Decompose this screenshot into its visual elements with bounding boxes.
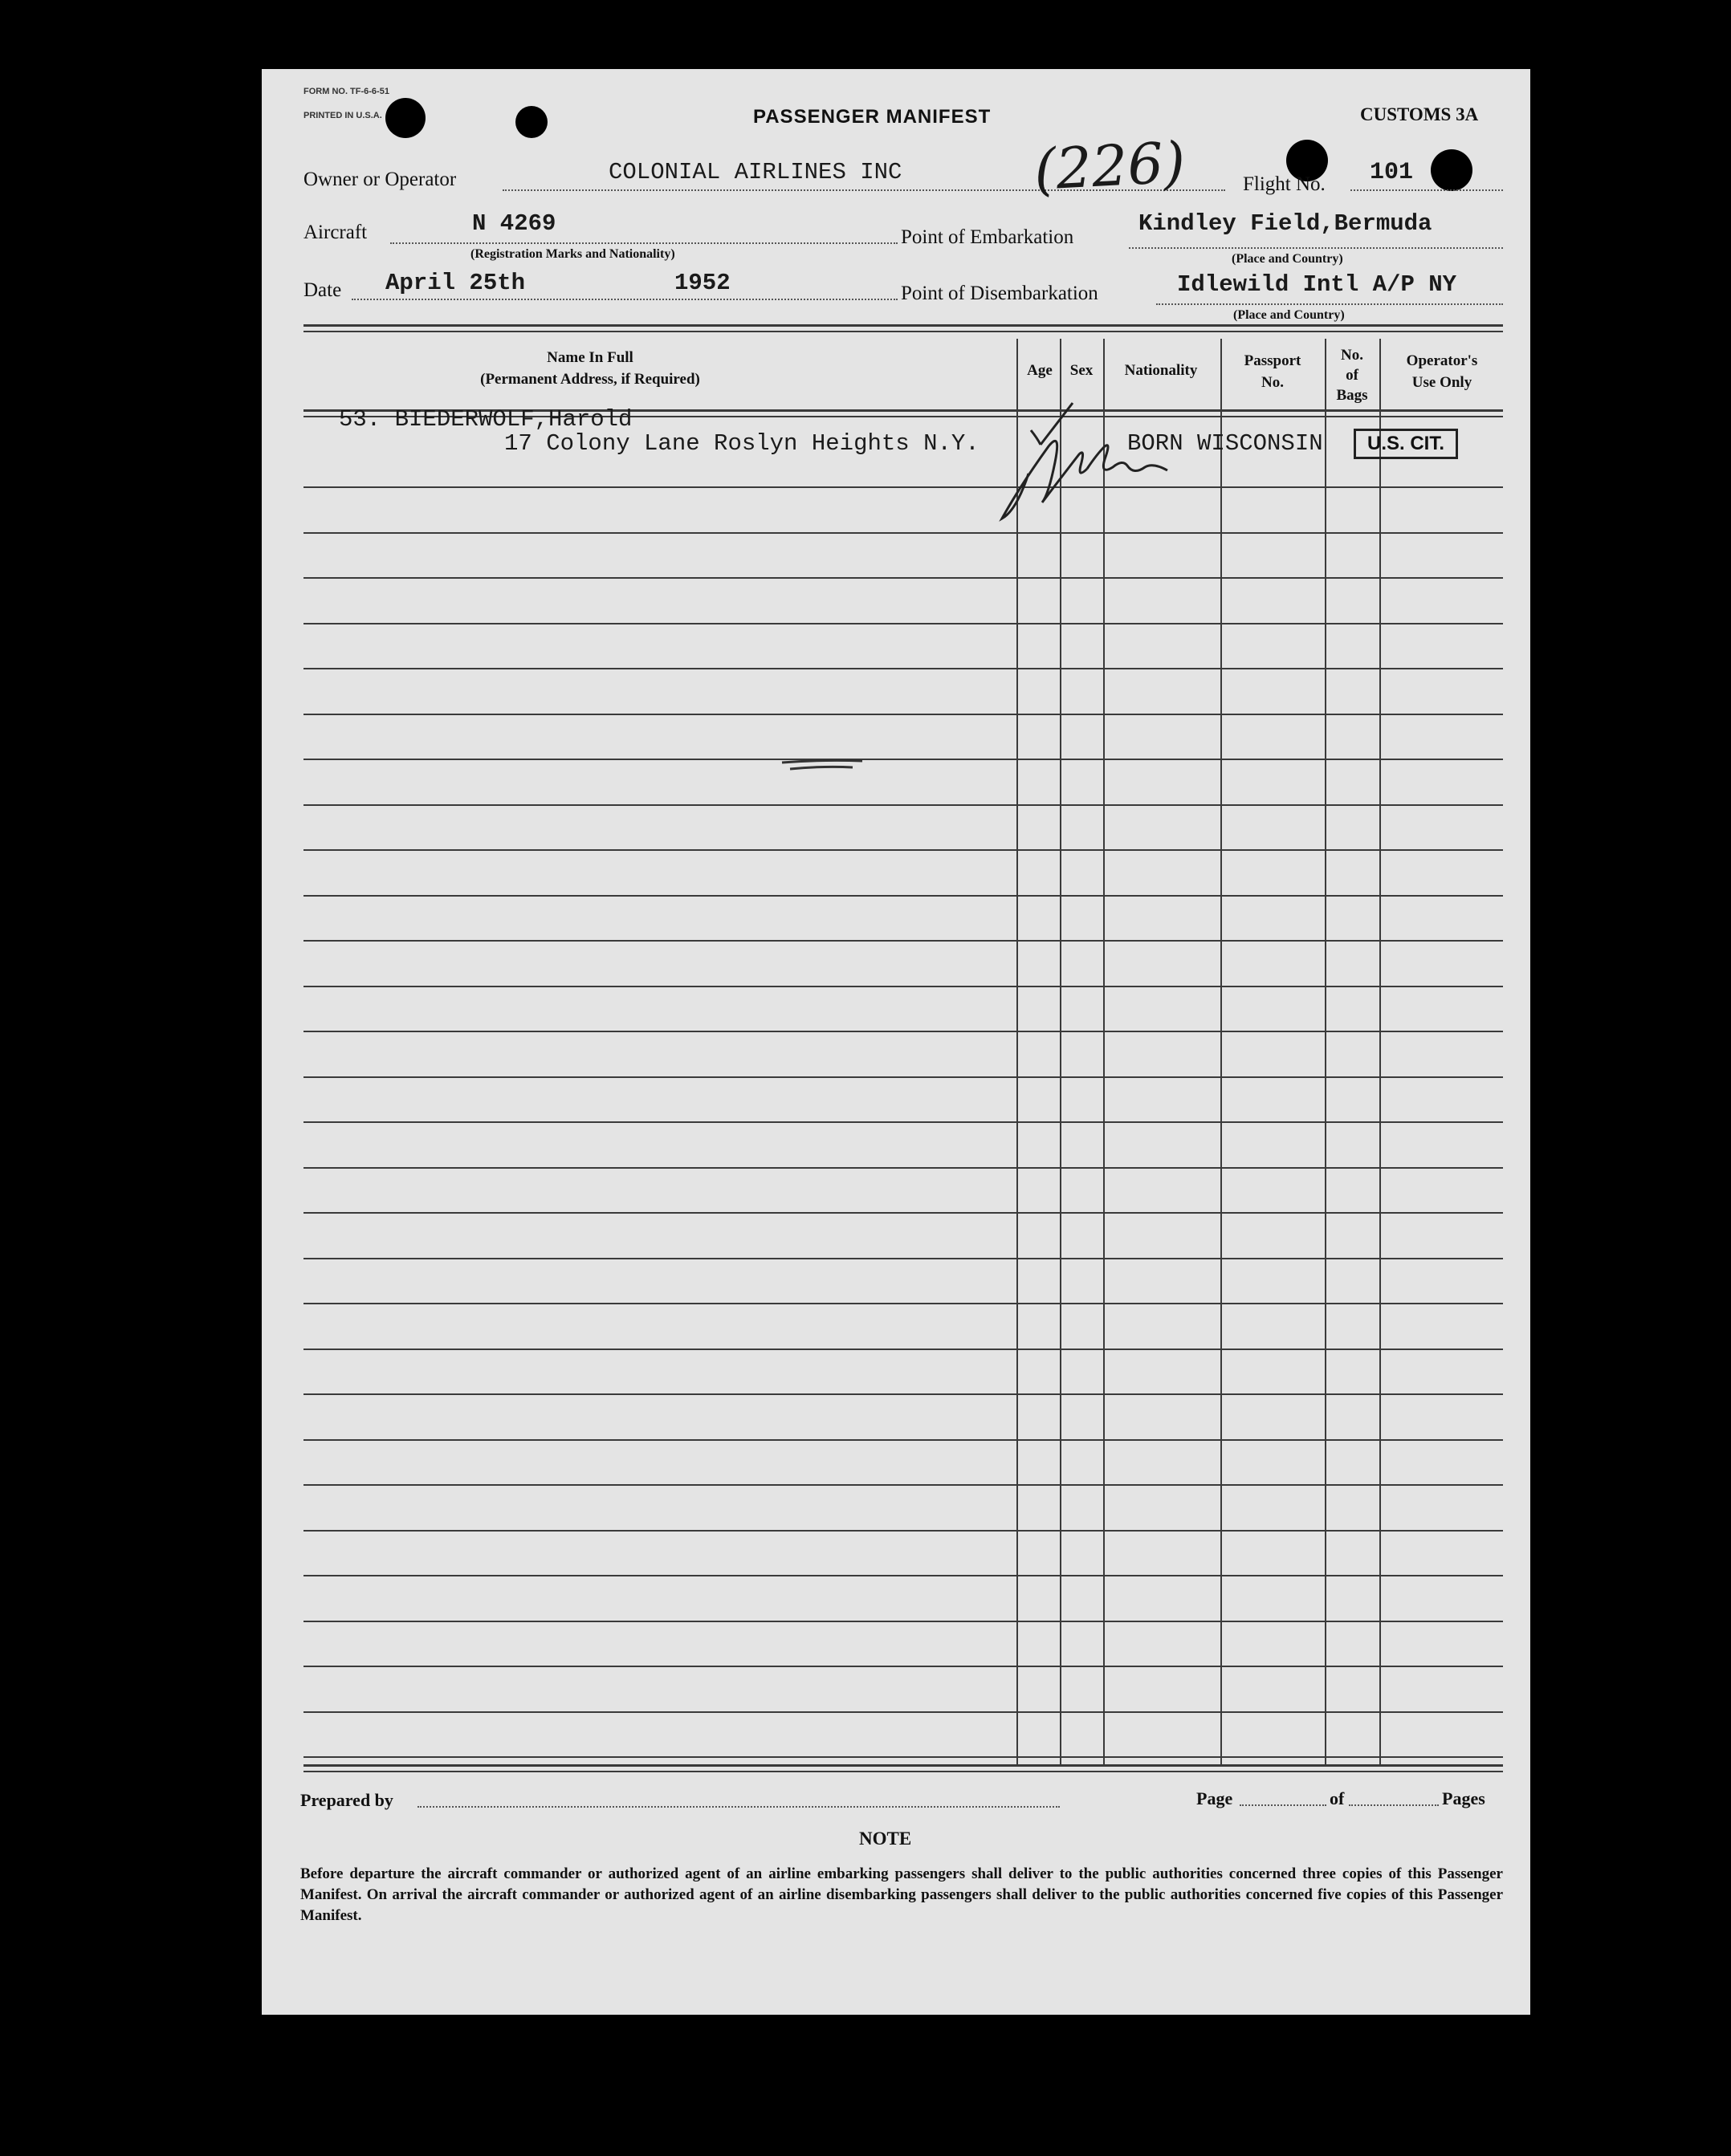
prepared-by-label: Prepared by xyxy=(300,1790,393,1810)
table-row-line xyxy=(303,1484,1503,1486)
date-value: April 25th xyxy=(385,270,526,296)
table-row-line xyxy=(303,1666,1503,1667)
table-row-line xyxy=(303,1575,1503,1576)
table-row-line xyxy=(303,1530,1503,1532)
table-row-line xyxy=(303,1076,1503,1078)
manifest-page xyxy=(262,69,1530,2015)
disembarkation-label: Point of Disembarkation xyxy=(901,283,1098,304)
table-row-line xyxy=(303,1711,1503,1713)
table-row-line xyxy=(303,1121,1503,1123)
ink-mark xyxy=(776,751,872,775)
disembarkation-caption: (Place and Country) xyxy=(1233,308,1345,322)
table-row-line xyxy=(303,849,1503,851)
table-row-line xyxy=(303,1167,1503,1169)
printed-in: PRINTED IN U.S.A. xyxy=(303,111,382,120)
inspector-signature xyxy=(984,398,1193,527)
embarkation-line xyxy=(1129,247,1503,249)
note-text: Before departure the aircraft commander or authorized agent of an airline embarking passengers shall deliver to the public authorities concerned three copies of this Passenger Manifest. On arrival the aircraft commander or authorized agent of an airline disembarking passengers shall deliver to the public authorities concerned five copies of this Passenger Manifest. xyxy=(300,1865,1503,1924)
column-header-passport: Passport No. xyxy=(1244,352,1301,391)
date-line xyxy=(352,299,898,300)
aircraft-value: N 4269 xyxy=(472,210,556,237)
table-row-line xyxy=(303,1349,1503,1350)
owner-label: Owner or Operator xyxy=(303,169,457,190)
flight-label: Flight No. xyxy=(1243,173,1326,195)
date-label: Date xyxy=(303,279,342,301)
page-line xyxy=(1240,1804,1326,1806)
form-title: PASSENGER MANIFEST xyxy=(753,106,992,128)
column-header-age: Age xyxy=(1027,362,1053,379)
column-header-operator: Operator's Use Only xyxy=(1406,352,1478,391)
table-row-line xyxy=(303,577,1503,579)
column-header-nationality: Nationality xyxy=(1124,362,1198,379)
handwritten-number: (226) xyxy=(1032,129,1187,203)
table-row-line xyxy=(303,1212,1503,1214)
of-label: of xyxy=(1330,1788,1345,1808)
column-header-sex: Sex xyxy=(1069,362,1094,379)
aircraft-line xyxy=(390,242,898,244)
table-row-line xyxy=(303,1031,1503,1032)
table-row-line xyxy=(303,986,1503,987)
embarkation-caption: (Place and Country) xyxy=(1232,252,1343,266)
passenger-nationality: BORN WISCONSIN xyxy=(1127,430,1323,457)
form-number: FORM NO. TF-6-6-51 xyxy=(303,87,389,96)
punch-hole xyxy=(515,106,548,138)
embarkation-label: Point of Embarkation xyxy=(901,226,1074,248)
citizenship-stamp: U.S. CIT. xyxy=(1354,429,1458,459)
column-header-name: Name In Full (Permanent Address, if Required) xyxy=(480,349,700,388)
flight-value: 101 xyxy=(1370,159,1414,186)
aircraft-caption: (Registration Marks and Nationality) xyxy=(470,247,675,261)
embarkation-value: Kindley Field,Bermuda xyxy=(1138,210,1432,237)
pages-line xyxy=(1349,1804,1439,1806)
table-row-line xyxy=(303,486,1503,488)
passenger-address: 17 Colony Lane Roslyn Heights N.Y. xyxy=(504,430,980,457)
passenger-name: 53. BIEDERWOLF,Harold xyxy=(339,406,633,433)
table-row-line xyxy=(303,714,1503,715)
owner-value: COLONIAL AIRLINES INC xyxy=(609,159,902,185)
disembarkation-value: Idlewild Intl A/P NY xyxy=(1177,271,1457,298)
table-row-line xyxy=(303,1258,1503,1259)
table-row-line xyxy=(303,804,1503,806)
table-row-line xyxy=(303,532,1503,534)
table-row-line xyxy=(303,1303,1503,1304)
prepared-by-line xyxy=(417,1806,1060,1808)
page-label: Page xyxy=(1196,1788,1233,1808)
table-row-line xyxy=(303,668,1503,669)
flight-line xyxy=(1350,189,1503,191)
table-row-line xyxy=(303,1621,1503,1622)
column-header-bags: No. of Bags xyxy=(1336,347,1368,404)
punch-hole xyxy=(1431,149,1472,191)
table-row-line xyxy=(303,1439,1503,1441)
table-row-line xyxy=(303,1756,1503,1758)
customs-form-id: CUSTOMS 3A xyxy=(1360,104,1479,124)
pages-label: Pages xyxy=(1442,1788,1485,1808)
aircraft-label: Aircraft xyxy=(303,222,368,243)
table-row-line xyxy=(303,940,1503,942)
punch-hole xyxy=(385,98,426,138)
table-row-line xyxy=(303,759,1503,760)
table-row-line xyxy=(303,623,1503,624)
table-row-line xyxy=(303,895,1503,897)
note-title: NOTE xyxy=(859,1829,912,1849)
table-row-line xyxy=(303,1393,1503,1395)
disembarkation-line xyxy=(1156,303,1503,305)
year-value: 1952 xyxy=(674,270,731,296)
